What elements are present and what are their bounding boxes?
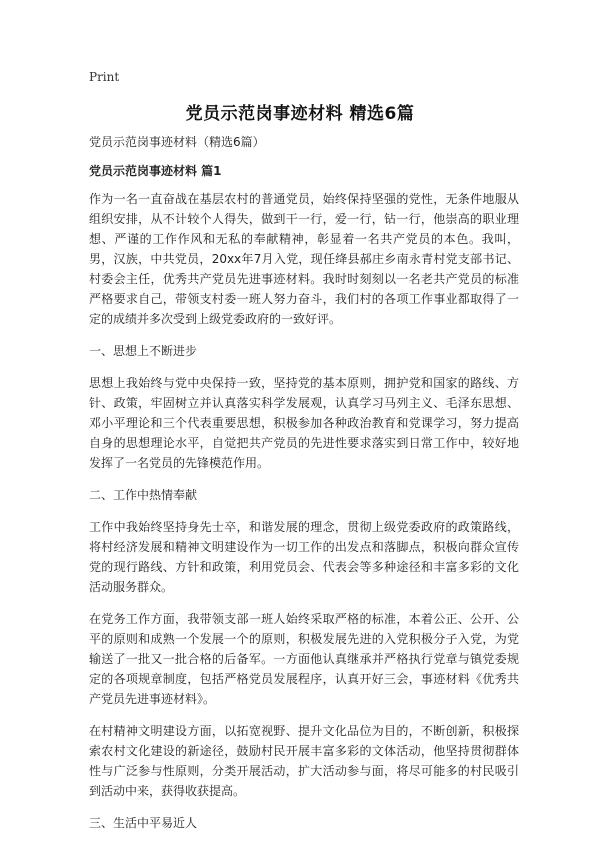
document-body [89, 132, 519, 845]
page-title: 党员示范岗事迹材料 精选6篇 [185, 104, 415, 124]
section-heading: 二、工作中热情奉献 [89, 488, 198, 502]
section-title: 党员示范岗事迹材料 篇1 [89, 164, 222, 178]
print-link[interactable]: Print [89, 70, 120, 84]
paragraph: 在村精神文明建设方面，以拓宽视野、提升文化品位为目的，不断创新，积极探索农村文化建设的新途径，鼓励村民开展丰富多彩的文体活动，他坚持贯彻群体性与广泛参与性原则，分类开展活动，扩大活动参与面，将尽可能多的村民吸引到活动中来，获得收获提高。 [89, 724, 519, 798]
section-heading: 三、生活中平易近人 [89, 816, 198, 830]
document-subtitle: 党员示范岗事迹材料（精选6篇） [89, 135, 265, 149]
content-blocks [89, 189, 519, 833]
paragraph: 思想上我始终与党中央保持一致，坚持党的基本原则，拥护党和国家的路线、方针、政策，牢固树立并认真落实科学发展观，认真学习马列主义、毛泽东思想、邓小平理论和三个代表重要思想，积极参加各种政治教育和党课学习，努力提高自身的思想理论水平，自觉把共产党员的先进性要求落实到日常工作中，较好地发挥了一名党员的先锋模范作用。 [89, 376, 519, 470]
section-heading: 一、思想上不断进步 [89, 344, 198, 358]
paragraph: 作为一名一直奋战在基层农村的普通党员，始终保持坚强的党性，无条件地服从组织安排，从不计较个人得失，做到干一行，爱一行，钻一行，他崇高的职业理想、严谨的工作作风和无私的奉献精神，彰显着一名共产党员的本色。我叫，男，汉族，中共党员，20xx年7月入党，现任绛县郝庄乡南永青村党支部书记、村委会主任，优秀共产党员先进事迹材料。我时时刻刻以一名老共产党员的标准严格要求自己，带领支村委一班人努力奋斗，我们村的各项工作事业都取得了一定的成绩并多次受到上级党委政府的一致好评。 [89, 192, 519, 326]
paragraph: 工作中我始终坚持身先士卒，和谐发展的理念，贯彻上级党委政府的政策路线，将村经济发展和精神文明建设作为一切工作的出发点和落脚点，积极向群众宣传党的现行路线、方针和政策，利用党员会、代表会等多种途径和丰富多彩的文化活动服务群众。 [89, 520, 519, 594]
paragraph: 在党务工作方面，我带领支部一班人始终采取严格的标准，本着公正、公开、公平的原则和成熟一个发展一个的原则，积极发展先进的入党积极分子入党，为党输送了一批又一批合格的后备军。一方面他认真继承并严格执行党章与镇党委规定的各项规章制度，包括严格党员发展程序，认真开好三会，事迹材料《优秀共产党员先进事迹材料》。 [89, 612, 519, 706]
